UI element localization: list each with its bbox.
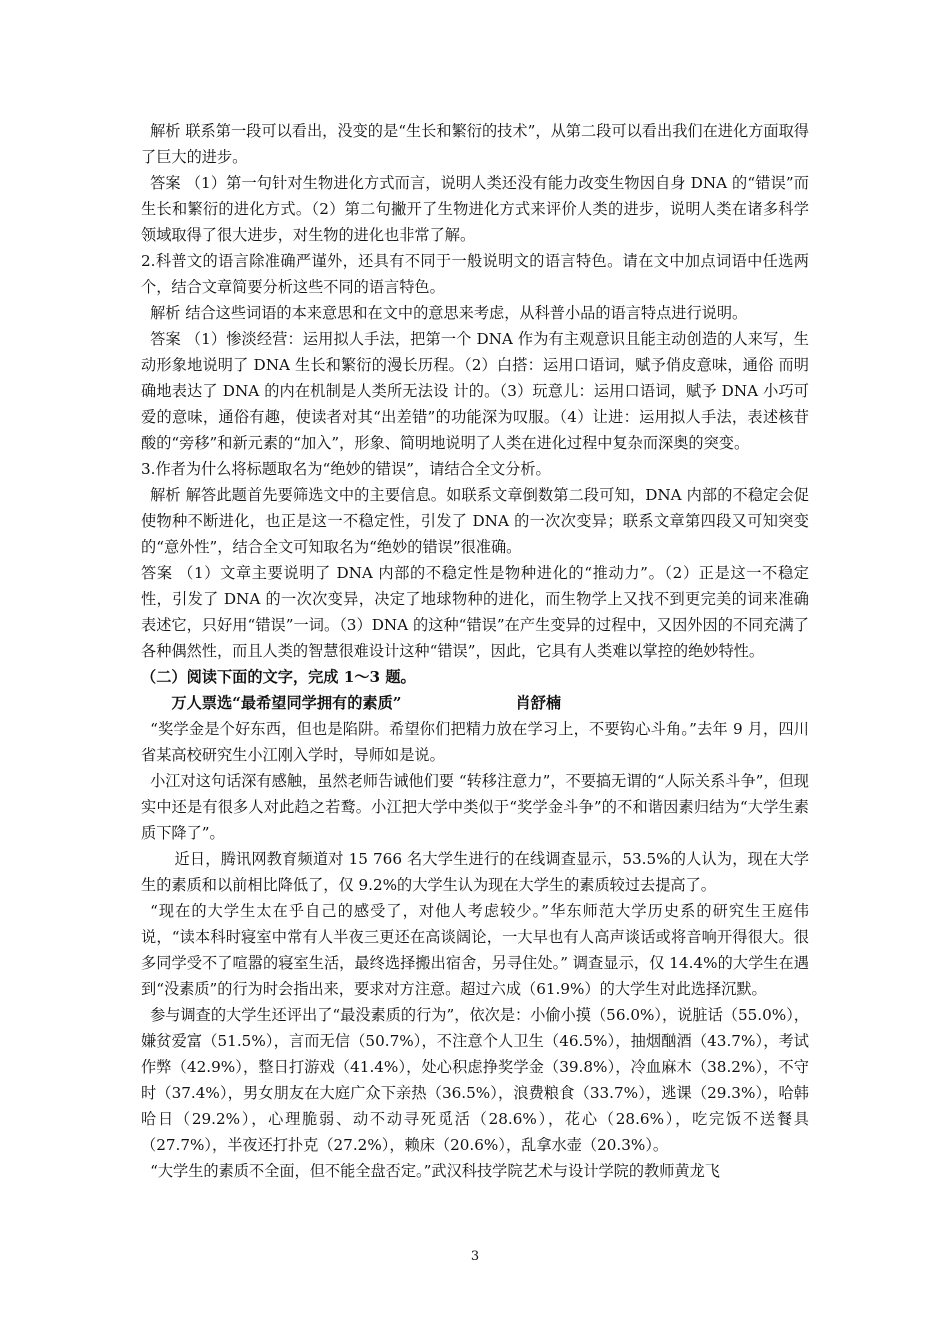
article-paragraph-6: “大学生的素质不全面，但不能全盘否定。”武汉科技学院艺术与设计学院的教师黄龙飞	[150, 1162, 720, 1180]
article-author: 肖舒楠	[515, 694, 562, 712]
article-paragraph-1: “奖学金是个好东西，但也是陷阱。希望你们把精力放在学习上，不要钩心斗角。”去年 9 月，四川省某高校研究生小江刚入学时，导师如是说。	[141, 720, 809, 764]
answer-paragraph-1: 答案 （1）第一句针对生物进化方式而言，说明人类还没有能力改变生物因自身 DNA 的“错误”而生长和繁衍的进化方式。（2）第二句撇开了生物进化方式来评价人类的进步，说明人类在诸多科学领域取得了很大进步，对生物的进化也非常了解。	[141, 174, 809, 244]
answer-paragraph-2: 答案 （1）惨淡经营：运用拟人手法，把第一个 DNA 作为有主观意识且能主动创造的人来写，生动形象地说明了 DNA 生长和繁衍的漫长历程。（2）白搭：运用口语词，赋予俏皮意味，通俗 而明确地表达了 DNA 的内在机制是人类所无法设 计的。（3）玩意儿：运用口语词，赋予 DNA 小巧可爱的意味，通俗有趣，使读者对其“出差错”的功能深为叹服。（4）让进：运用拟人手法，表述核苷酸的“旁移”和新元素的“加入”，形象、简明地说明了人类在进化过程中复杂而深奥的突变。	[141, 330, 809, 452]
article-paragraph-3: 近日，腾讯网教育频道对 15 766 名大学生进行的在线调查显示，53.5%的人认为，现在大学生的素质和以前相比降低了，仅 9.2%的大学生认为现在大学生的素质较过去提高了。	[141, 850, 809, 894]
article-title: 万人票选“最希望同学拥有的素质”	[171, 694, 402, 712]
question-3: 3.作者为什么将标题取名为“绝妙的错误”，请结合全文分析。	[141, 460, 551, 478]
page-number: 3	[470, 1249, 480, 1264]
answer-paragraph-3: 答案 （1）文章主要说明了 DNA 内部的不稳定性是物种进化的“推动力”。（2）正是这一不稳定性，引发了 DNA 的一次次变异，决定了地球物种的进化，而生物学上又找不到更完美的词来准确表述它，只好用“错误”一词。（3）DNA 的这种“错误”在产生变异的过程中，又因外因的不同充满了各种偶然性，而且人类的智慧很难设计这种“错误”，因此，它具有人类难以掌控的绝妙特性。	[141, 564, 809, 660]
article-paragraph-2: 小江对这句话深有感触，虽然老师告诫他们要 “转移注意力”，不要搞无谓的“人际关系斗争”，但现实中还是有很多人对此趋之若鹜。小江把大学中类似于“奖学金斗争”的不和谐因素归结为“大学生素质下降了”。	[141, 772, 809, 842]
article-title-line	[141, 690, 809, 716]
analysis-paragraph-3: 解析 解答此题首先要筛选文中的主要信息。如联系文章倒数第二段可知，DNA 内部的不稳定会促使物种不断进化，也正是这一不稳定性，引发了 DNA 的一次次变异；联系文章第四段又可知突变的“意外性”，结合全文可知取名为“绝妙的错误”很准确。	[141, 486, 809, 556]
analysis-paragraph-2: 解析 结合这些词语的本来意思和在文中的意思来考虑，从科普小品的语言特点进行说明。	[150, 304, 748, 322]
document-body	[141, 118, 809, 1184]
section-heading: （二）阅读下面的文字，完成 1～3 题。	[141, 668, 416, 686]
article-paragraph-4: “现在的大学生太在乎自己的感受了，对他人考虑较少。”华东师范大学历史系的研究生王庭伟说，“读本科时寝室中常有人半夜三更还在高谈阔论，一大早也有人高声谈话或将音响开得很大。很多同学受不了喧嚣的寝室生活，最终选择搬出宿舍，另寻住处。” 调查显示，仅 14.4%的大学生在遇到“没素质”的行为时会指出来，要求对方注意。超过六成（61.9%）的大学生对此选择沉默。	[141, 902, 809, 998]
analysis-paragraph-1: 解析 联系第一段可以看出，没变的是“生长和繁衍的技术”，从第二段可以看出我们在进化方面取得了巨大的进步。	[141, 122, 809, 166]
question-2: 2.科普文的语言除准确严谨外，还具有不同于一般说明文的语言特色。请在文中加点词语中任选两个，结合文章简要分析这些不同的语言特色。	[141, 252, 809, 296]
article-paragraph-5: 参与调查的大学生还评出了“最没素质的行为”，依次是：小偷小摸（56.0%），说脏话（55.0%），嫌贫爱富（51.5%），言而无信（50.7%），不注意个人卫生（46.5%），抽烟酗酒（43.7%），考试作弊（42.9%），整日打游戏（41.4%），处心积虑挣奖学金（39.8%），冷血麻木（38.2%），不守时（37.4%），男女朋友在大庭广众下亲热（36.5%），浪费粮食（33.7%），逃课（29.3%），哈韩哈日（29.2%），心理脆弱、动不动寻死觅活（28.6%），花心（28.6%），吃完饭不送餐具（27.7%），半夜还打扑克（27.2%），赖床（20.6%），乱拿水壶（20.3%）。	[141, 1006, 809, 1154]
